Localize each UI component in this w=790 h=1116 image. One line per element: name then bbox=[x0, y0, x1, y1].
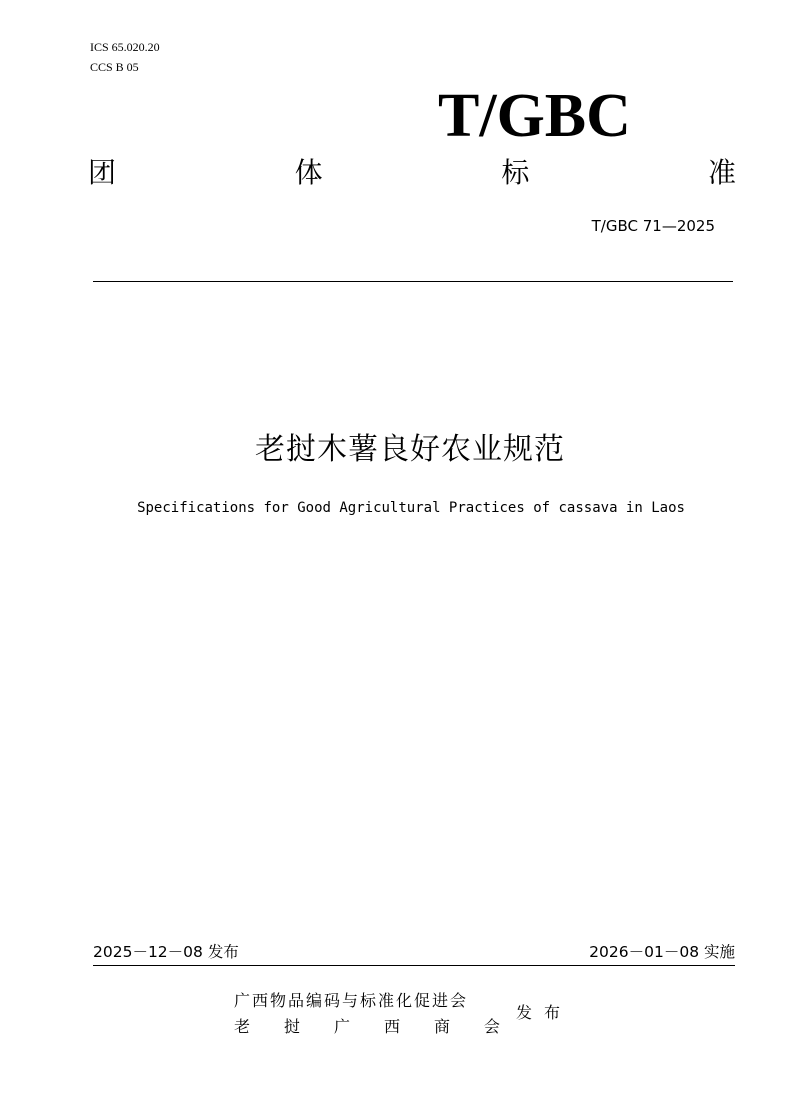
standard-type-char: 标 bbox=[501, 156, 530, 189]
title-english: Specifications for Good Agricultural Practices of cassava in Laos bbox=[137, 500, 685, 516]
standard-type-char: 体 bbox=[294, 156, 323, 189]
issuer-char: 会 bbox=[483, 1017, 500, 1036]
standard-type-label bbox=[88, 153, 736, 193]
release-label: 发布 bbox=[516, 1003, 573, 1022]
top-divider bbox=[93, 281, 733, 282]
standard-logo: T/GBC bbox=[438, 82, 631, 150]
implement-date: 2026－01－08 实施 bbox=[589, 943, 735, 961]
issuer-char: 商 bbox=[433, 1017, 450, 1036]
issuer-organization-1: 广西物品编码与标准化促进会 bbox=[234, 991, 469, 1010]
publish-date: 2025－12－08 发布 bbox=[93, 943, 239, 961]
issuer-char: 老 bbox=[234, 1017, 251, 1036]
issuer-char: 挝 bbox=[283, 1017, 300, 1036]
bottom-divider bbox=[93, 965, 735, 966]
issuer-char: 西 bbox=[383, 1017, 400, 1036]
ics-code: ICS 65.020.20 bbox=[90, 40, 160, 54]
issuer-char: 广 bbox=[333, 1017, 350, 1036]
ccs-code: CCS B 05 bbox=[90, 60, 139, 74]
standard-type-char: 准 bbox=[707, 156, 736, 189]
standard-type-char: 团 bbox=[88, 156, 117, 189]
issuer-organization-2 bbox=[234, 1016, 500, 1038]
standard-number: T/GBC 71—2025 bbox=[591, 217, 715, 235]
title-chinese: 老挝木薯良好农业规范 bbox=[255, 432, 565, 467]
